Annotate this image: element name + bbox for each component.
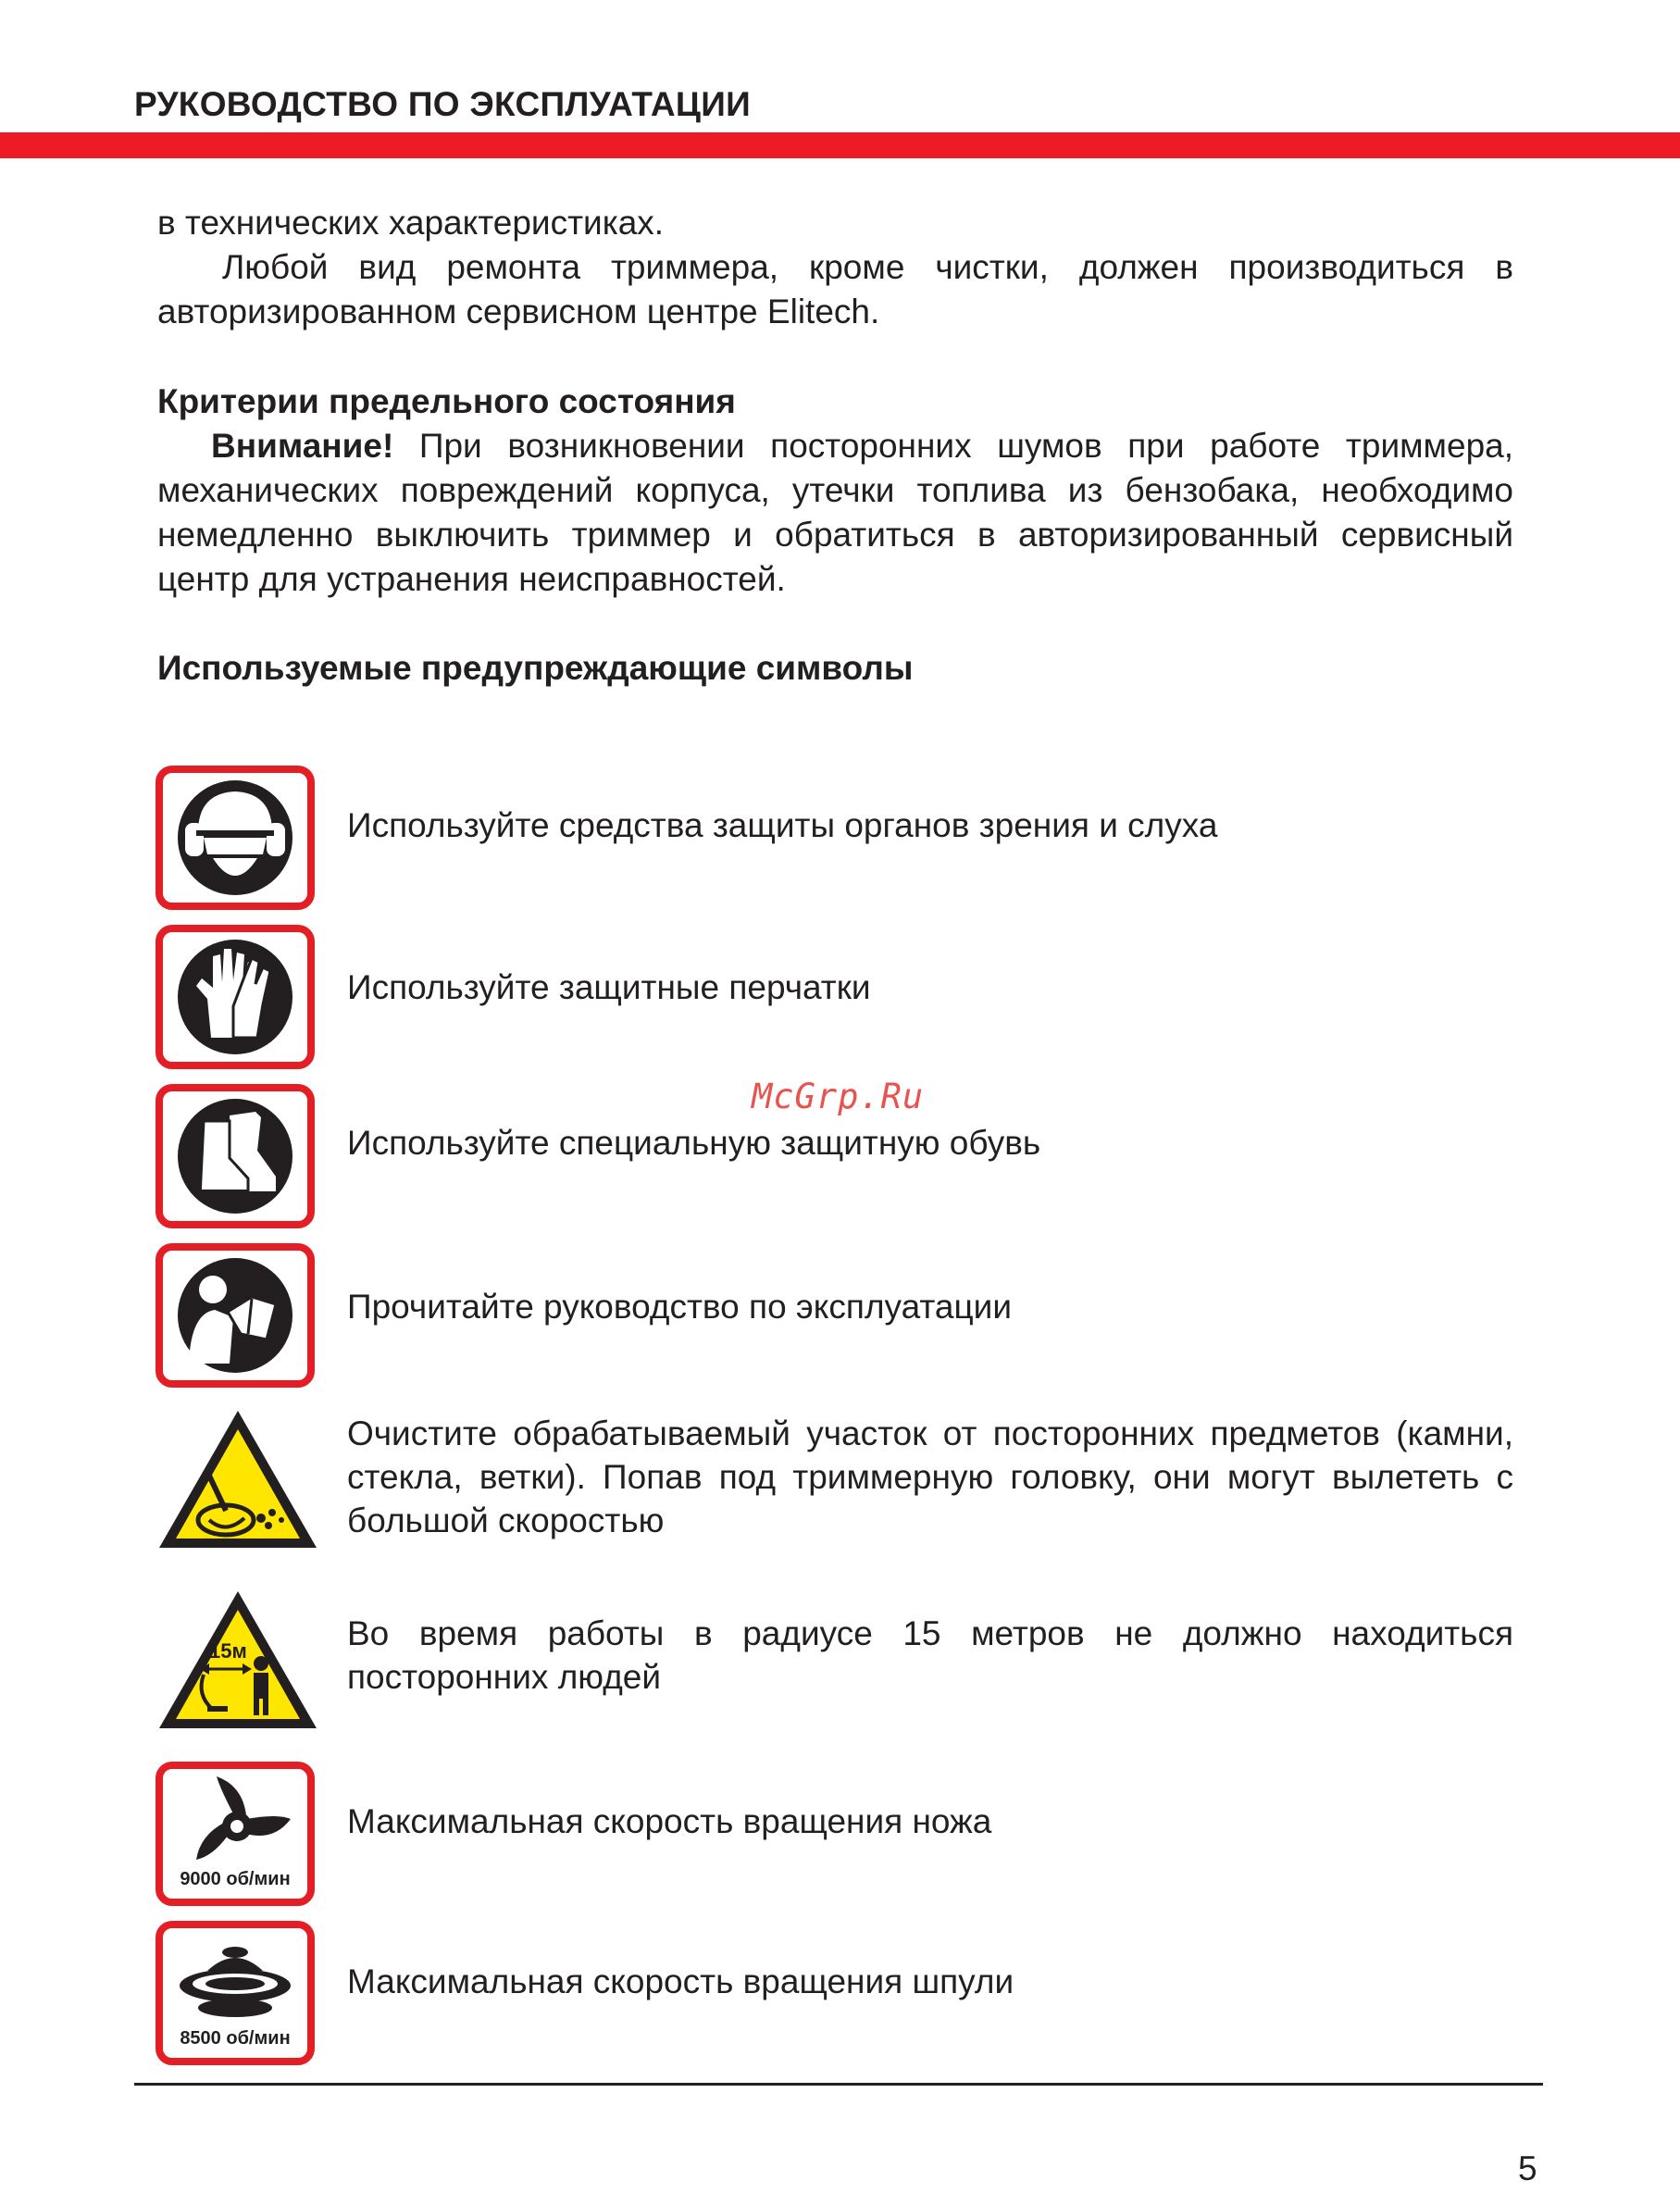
paragraph-attention xyxy=(157,424,1513,602)
safe-distance-label: 15м xyxy=(209,1639,247,1663)
blade-speed-icon xyxy=(156,1762,315,1906)
watermark: McGrp.Ru xyxy=(752,1077,925,1116)
header-accent-bar xyxy=(0,132,1680,158)
symbol-label-gloves: Используйте защитные перчатки xyxy=(347,968,871,1006)
symbol-label-blade-speed: Максимальная скорость вращения ножа xyxy=(347,1802,992,1840)
spool-speed-label: 8500 об/мин xyxy=(180,2028,291,2049)
footer-rule xyxy=(134,2083,1543,2086)
attention-text: При возникновении посторонних шумов при работе триммера, механических повреждений корпуса, утечки топлива из бензобака, необходимо немедленно выключить триммер и обратиться в авторизированный сервисный центр для устранения неисправностей. xyxy=(157,427,1514,598)
boots-icon xyxy=(156,1084,315,1228)
symbol-label-safe-distance: Во время работы в радиусе 15 метров не должно находиться посторонних людей xyxy=(347,1614,1513,1696)
section-heading-criteria: Критерии предельного состояния xyxy=(157,382,736,420)
gloves-icon xyxy=(156,925,315,1069)
symbol-label-spool-speed: Максимальная скорость вращения шпули xyxy=(347,1962,1014,2000)
symbol-label-eye-ear: Используйте средства защиты органов зрения и слуха xyxy=(347,806,1218,844)
attention-label: Внимание! xyxy=(211,427,394,465)
spool-speed-icon xyxy=(156,1921,315,2065)
paragraph-repair xyxy=(157,245,1513,334)
read-manual-icon xyxy=(156,1243,315,1388)
symbol-label-flying-objects: Очистите обрабатываемый участок от посторонних предметов (камни, стекла, ветки). Попав под триммерную головку, они могут вылететь с большой скоростью xyxy=(347,1414,1513,1539)
section-heading-symbols: Используемые предупреждающие символы xyxy=(157,649,914,687)
paragraph-continuation: в технических характеристиках. xyxy=(157,204,665,242)
eye-ear-protection-icon xyxy=(156,766,315,910)
paragraph-repair-text: Любой вид ремонта триммера, кроме чистки, должен производиться в авторизированном сервисном центре Elitech. xyxy=(157,248,1513,330)
symbol-label-manual: Прочитайте руководство по эксплуатации xyxy=(347,1288,1013,1326)
page-number: 5 xyxy=(1518,2149,1537,2187)
symbol-label-boots: Используйте специальную защитную обувь xyxy=(347,1124,1041,1162)
blade-speed-label: 9000 об/мин xyxy=(180,1869,291,1889)
safe-distance-warning-icon xyxy=(156,1588,320,1734)
flying-objects-warning-icon xyxy=(156,1407,320,1553)
page-header-title: РУКОВОДСТВО ПО ЭКСПЛУАТАЦИИ xyxy=(134,85,752,123)
